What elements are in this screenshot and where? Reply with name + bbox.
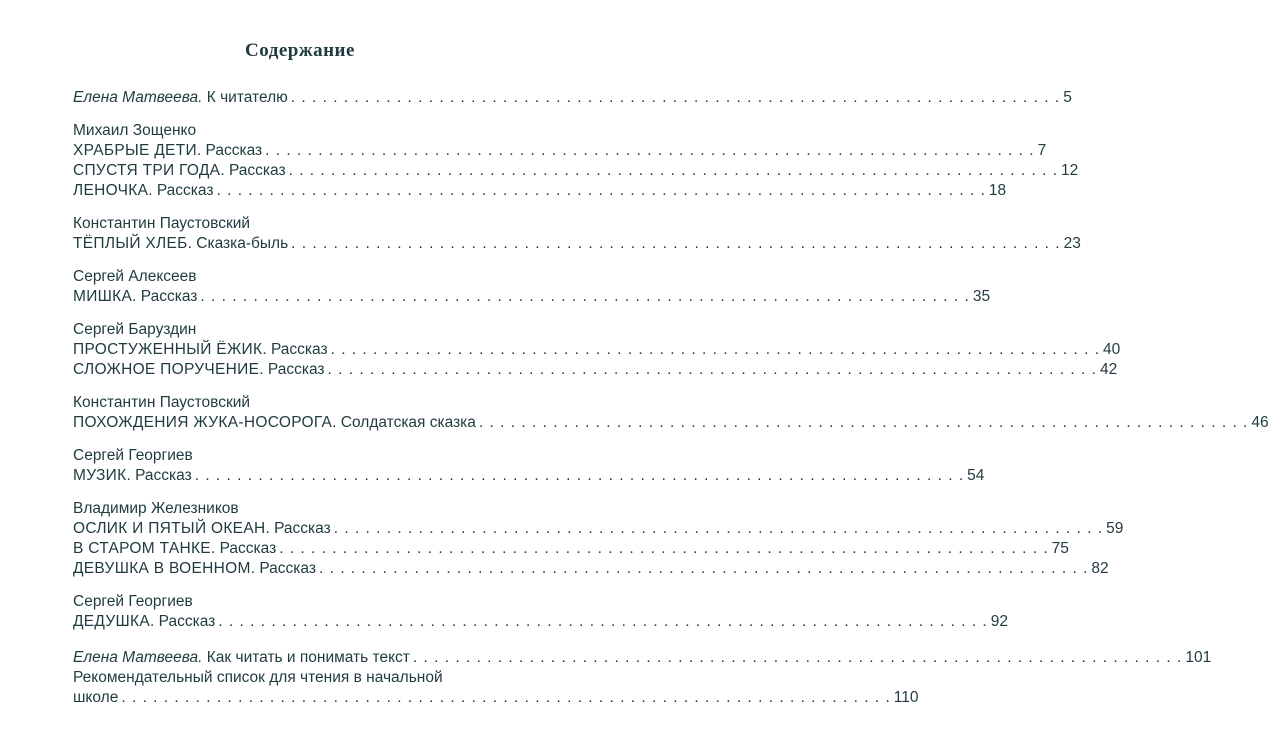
dot-leader <box>279 539 1048 559</box>
entry-title: МИШКА <box>73 288 133 305</box>
entry-title: ТЁПЛЫЙ ХЛЕБ <box>73 235 188 252</box>
toc-entry[interactable]: ДЕДУШКА. Рассказ . . . 92 <box>73 612 521 632</box>
toc-entry[interactable]: СЛОЖНОЕ ПОРУЧЕНИЕ. Рассказ . . . 42 <box>73 360 521 380</box>
entry-genre: Рассказ <box>156 182 214 199</box>
dot-leader <box>195 466 964 486</box>
section-author: Владимир Железников <box>73 500 239 517</box>
entry-title: ЛЕНОЧКА <box>73 182 149 199</box>
entry-genre: Рассказ <box>140 288 198 305</box>
toc-section <box>73 320 1121 380</box>
section-author: Сергей Георгиев <box>73 593 193 610</box>
entry-title: ПРОСТУЖЕННЫЙ ЁЖИК <box>73 341 263 358</box>
entry-page: 40 <box>1103 341 1121 358</box>
entry-author: Елена Матвеева. <box>73 649 203 666</box>
entry-title: ОСЛИК И ПЯТЫЙ ОКЕАН <box>73 520 266 537</box>
entry-page: 35 <box>972 288 991 305</box>
dot-leader <box>121 688 890 708</box>
entry-page: 12 <box>1061 162 1079 179</box>
section-author: Сергей Алексеев <box>73 268 197 285</box>
entry-genre: Рассказ <box>228 162 286 179</box>
toc-entry[interactable] <box>73 688 919 708</box>
toc-entry[interactable] <box>73 88 1072 108</box>
section-author: Сергей Георгиев <box>73 447 193 464</box>
entry-author: Елена Матвеева. <box>73 89 203 106</box>
dot-leader <box>218 612 987 632</box>
entry-page: 42 <box>1099 361 1118 378</box>
entry-title-continued: школе <box>73 689 119 706</box>
entry-page: 23 <box>1063 235 1081 252</box>
entry-title: Рекомендательный список для чтения в начальной <box>73 669 443 686</box>
toc-intro <box>73 88 1072 108</box>
toc-entry[interactable]: МИШКА. Рассказ . . . 35 <box>73 287 521 307</box>
toc-entry[interactable]: ПОХОЖДЕНИЯ ЖУКА-НОСОРОГА. Солдатская сказка . . . 46 <box>73 413 521 433</box>
section-author: Константин Паустовский <box>73 215 251 232</box>
entry-page: 82 <box>1091 560 1109 577</box>
entry-title: К читателю <box>206 89 288 106</box>
dot-leader <box>331 340 1100 360</box>
dot-leader <box>328 360 1097 380</box>
page-title: Содержание <box>245 40 355 61</box>
section-author: Михаил Зощенко <box>73 122 197 139</box>
toc-section <box>73 121 1079 201</box>
table-of-contents <box>73 88 1269 721</box>
entry-genre: Рассказ <box>219 540 277 557</box>
dot-leader <box>291 234 1060 254</box>
entry-page: 92 <box>990 613 1008 630</box>
entry-genre: Рассказ <box>274 520 331 537</box>
dot-leader <box>291 88 1060 108</box>
toc-entry[interactable]: МУЗИК. Рассказ . . . 54 <box>73 466 521 486</box>
toc-section <box>73 214 1081 254</box>
entry-title: Как читать и понимать текст <box>206 649 410 666</box>
entry-genre: Рассказ <box>205 142 263 159</box>
entry-page: 5 <box>1063 89 1072 106</box>
dot-leader <box>319 559 1088 579</box>
toc-entry[interactable]: ОСЛИК И ПЯТЫЙ ОКЕАН. Рассказ . . . 59 <box>73 519 521 539</box>
entry-page: 7 <box>1037 142 1047 159</box>
toc-section <box>73 446 985 486</box>
dot-leader <box>479 413 1248 433</box>
entry-title: ХРАБРЫЕ ДЕТИ <box>73 142 197 159</box>
toc-entry[interactable]: ТЁПЛЫЙ ХЛЕБ. Сказка-быль . . . 23 <box>73 234 521 254</box>
entry-title: ПОХОЖДЕНИЯ ЖУКА-НОСОРОГА <box>73 414 333 431</box>
toc-entry[interactable]: ПРОСТУЖЕННЫЙ ЁЖИК. Рассказ . . . 40 <box>73 340 521 360</box>
toc-section <box>73 499 1124 579</box>
entry-page: 59 <box>1106 520 1124 537</box>
entry-page: 18 <box>988 182 1007 199</box>
section-author: Константин Паустовский <box>73 394 251 411</box>
dot-leader <box>334 519 1103 539</box>
entry-title: СЛОЖНОЕ ПОРУЧЕНИЕ <box>73 361 260 378</box>
entry-title: ДЕДУШКА <box>73 613 151 630</box>
dot-leader <box>265 141 1034 161</box>
entry-genre: Рассказ <box>158 613 216 630</box>
entry-genre: Солдатская сказка <box>340 414 476 431</box>
entry-genre: Рассказ <box>135 467 192 484</box>
entry-page: 75 <box>1051 540 1069 557</box>
toc-entry[interactable]: ДЕВУШКА В ВОЕННОМ. Рассказ . . . 82 <box>73 559 521 579</box>
entry-page: 46 <box>1251 414 1269 431</box>
toc-section <box>73 267 991 307</box>
toc-entry[interactable]: СПУСТЯ ТРИ ГОДА. Рассказ . . . 12 <box>73 161 521 181</box>
entry-genre: Рассказ <box>270 341 328 358</box>
entry-genre: Рассказ <box>259 560 316 577</box>
entry-title: ДЕВУШКА В ВОЕННОМ <box>73 560 251 577</box>
toc-entry[interactable]: ХРАБРЫЕ ДЕТИ. Рассказ . . . 7 <box>73 141 521 161</box>
dot-leader <box>413 648 1182 668</box>
entry-genre: Сказка-быль <box>196 235 289 252</box>
entry-genre: Рассказ <box>267 361 325 378</box>
entry-page: 54 <box>967 467 985 484</box>
dot-leader <box>200 287 969 307</box>
entry-title: В СТАРОМ ТАНКЕ <box>73 540 211 557</box>
dot-leader <box>289 161 1058 181</box>
toc-entry[interactable] <box>73 648 1212 668</box>
entry-title: МУЗИК <box>73 467 127 484</box>
dot-leader <box>216 181 985 201</box>
section-author: Сергей Баруздин <box>73 321 197 338</box>
entry-title: СПУСТЯ ТРИ ГОДА <box>73 162 221 179</box>
toc-section <box>73 592 1008 632</box>
toc-section <box>73 393 1269 433</box>
entry-page: 110 <box>893 689 919 706</box>
toc-entry[interactable]: ЛЕНОЧКА. Рассказ . . . 18 <box>73 181 521 201</box>
toc-afterword <box>73 648 1212 708</box>
entry-page: 101 <box>1185 649 1212 666</box>
toc-entry[interactable]: В СТАРОМ ТАНКЕ. Рассказ . . . 75 <box>73 539 521 559</box>
